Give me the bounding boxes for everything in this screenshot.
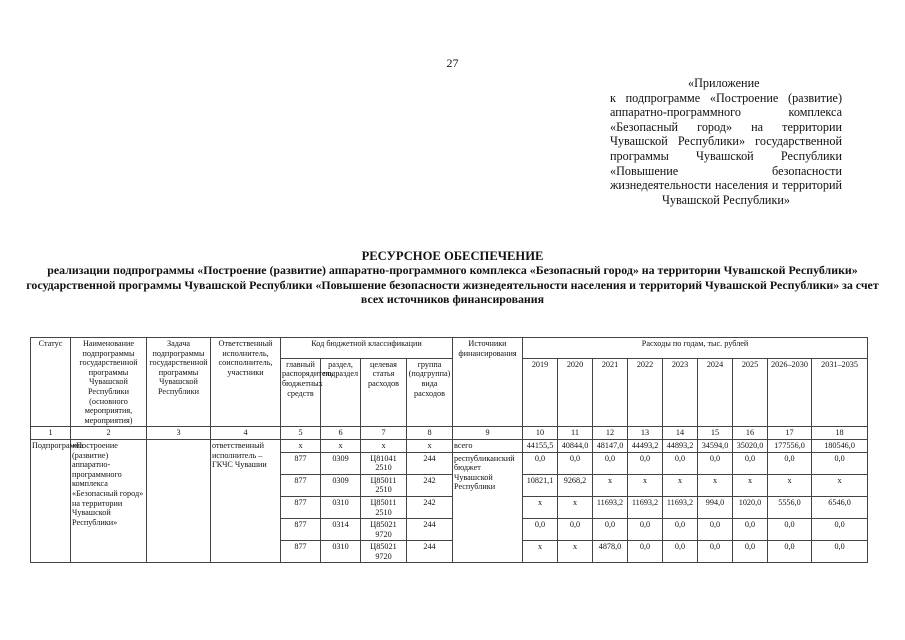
value-cell: х xyxy=(523,496,558,518)
group-cell: 244 xyxy=(407,519,453,541)
header-task: Задача подпрограммы государственной программы Чувашской Республики xyxy=(147,338,211,427)
col-number: 9 xyxy=(453,427,523,440)
header-name: Наименование подпрограммы государственной программы Чувашской Республики (основного мероприятия, мероприятия) xyxy=(71,338,147,427)
col-number: 16 xyxy=(733,427,768,440)
value-cell: 180546,0 xyxy=(812,439,868,452)
col-number: 2 xyxy=(71,427,147,440)
col-number: 3 xyxy=(147,427,211,440)
value-cell: х xyxy=(523,541,558,563)
value-cell: 48147,0 xyxy=(593,439,628,452)
value-cell: 0,0 xyxy=(663,519,698,541)
section-cell: х xyxy=(321,439,361,452)
header-budget-code: Код бюджетной классификации xyxy=(281,338,453,359)
value-cell: 10821,1 xyxy=(523,474,558,496)
value-cell: 177556,0 xyxy=(768,439,812,452)
value-cell: 0,0 xyxy=(698,541,733,563)
value-cell: 0,0 xyxy=(523,452,558,474)
header-year: 2019 xyxy=(523,358,558,427)
header-year: 2022 xyxy=(628,358,663,427)
gr-cell: 877 xyxy=(281,474,321,496)
target-cell: Ц85021 9720 xyxy=(361,541,407,563)
value-cell: х xyxy=(733,474,768,496)
group-cell: 244 xyxy=(407,452,453,474)
col-number: 7 xyxy=(361,427,407,440)
group-cell: 242 xyxy=(407,474,453,496)
value-cell: 0,0 xyxy=(768,541,812,563)
col-number: 1 xyxy=(31,427,71,440)
col-number: 5 xyxy=(281,427,321,440)
col-number: 14 xyxy=(663,427,698,440)
name-cell: «Построение (развитие) аппаратно-программного комплекса «Безопасный город» на территории Чувашской Республики» xyxy=(71,439,147,563)
section-cell: 0309 xyxy=(321,452,361,474)
header-year: 2021 xyxy=(593,358,628,427)
col-number: 11 xyxy=(558,427,593,440)
value-cell: 0,0 xyxy=(628,519,663,541)
value-cell: 0,0 xyxy=(558,452,593,474)
target-cell: Ц85011 2510 xyxy=(361,496,407,518)
header-status: Статус xyxy=(31,338,71,427)
section-cell: 0310 xyxy=(321,496,361,518)
source-cell: всего xyxy=(453,439,523,452)
appendix-body: к подпрограмме «Построение (развитие) аппаратно-программного комплекса «Безопасный город» на территории Чувашской Республики» государственной программы Чувашской Республики «Повышение безопасности жизнедеятельности населения и территорий Чувашской Республики» xyxy=(610,90,842,207)
table-row xyxy=(31,439,868,452)
value-cell: 0,0 xyxy=(812,452,868,474)
value-cell: 11693,2 xyxy=(628,496,663,518)
target-cell: х xyxy=(361,439,407,452)
header-year: 2025 xyxy=(733,358,768,427)
value-cell: 0,0 xyxy=(768,519,812,541)
value-cell: 11693,2 xyxy=(593,496,628,518)
value-cell: 0,0 xyxy=(733,519,768,541)
value-cell: 44155,5 xyxy=(523,439,558,452)
value-cell: 5556,0 xyxy=(768,496,812,518)
col-number: 15 xyxy=(698,427,733,440)
value-cell: х xyxy=(558,541,593,563)
value-cell: 0,0 xyxy=(812,519,868,541)
table-body xyxy=(31,439,868,563)
value-cell: х xyxy=(558,496,593,518)
col-number: 8 xyxy=(407,427,453,440)
value-cell: х xyxy=(593,474,628,496)
value-cell: 34594,0 xyxy=(698,439,733,452)
value-cell: 0,0 xyxy=(628,541,663,563)
value-cell: 0,0 xyxy=(593,452,628,474)
appendix-note xyxy=(610,76,842,207)
gr-cell: 877 xyxy=(281,519,321,541)
gr-cell: 877 xyxy=(281,541,321,563)
value-cell: 0,0 xyxy=(698,519,733,541)
col-number: 6 xyxy=(321,427,361,440)
value-cell: 0,0 xyxy=(733,452,768,474)
value-cell: 0,0 xyxy=(593,519,628,541)
col-number: 12 xyxy=(593,427,628,440)
header-year: 2020 xyxy=(558,358,593,427)
section-cell: 0310 xyxy=(321,541,361,563)
target-cell: Ц85011 2510 xyxy=(361,474,407,496)
value-cell: 6546,0 xyxy=(812,496,868,518)
value-cell: 40844,0 xyxy=(558,439,593,452)
value-cell: 11693,2 xyxy=(663,496,698,518)
value-cell: 0,0 xyxy=(812,541,868,563)
header-gr: главный распорядитель бюджетных средств xyxy=(281,358,321,427)
value-cell: 44493,2 xyxy=(628,439,663,452)
status-cell: Подпрограмма xyxy=(31,439,71,563)
value-cell: 0,0 xyxy=(558,519,593,541)
value-cell: х xyxy=(812,474,868,496)
value-cell: 35020,0 xyxy=(733,439,768,452)
target-cell: Ц85021 9720 xyxy=(361,519,407,541)
page-number: 27 xyxy=(446,56,459,70)
value-cell: 0,0 xyxy=(663,452,698,474)
value-cell: 1020,0 xyxy=(733,496,768,518)
group-cell: 242 xyxy=(407,496,453,518)
value-cell: 0,0 xyxy=(523,519,558,541)
value-cell: 0,0 xyxy=(698,452,733,474)
value-cell: 44893,2 xyxy=(663,439,698,452)
gr-cell: х xyxy=(281,439,321,452)
task-cell xyxy=(147,439,211,563)
header-responsible: Ответственный исполнитель, соисполнитель, участники xyxy=(211,338,281,427)
responsible-cell: ответственный исполнитель – ГКЧС Чувашии xyxy=(211,439,281,563)
header-year: 2024 xyxy=(698,358,733,427)
value-cell: 0,0 xyxy=(628,452,663,474)
value-cell: х xyxy=(663,474,698,496)
column-number-row xyxy=(31,427,868,440)
header-group: группа (подгруппа) вида расходов xyxy=(407,358,453,427)
col-number: 13 xyxy=(628,427,663,440)
gr-cell: 877 xyxy=(281,496,321,518)
header-year: 2026–2030 xyxy=(768,358,812,427)
value-cell: х xyxy=(768,474,812,496)
header-sources: Источники финансирования xyxy=(453,338,523,427)
document-subtitle: реализации подпрограммы «Построение (развитие) аппаратно-программного комплекса «Безопасный город» на территории Чувашской Республики» государственной программы Чувашской Республики «Повышение безопасности жизнедеятельности населения и территорий Чувашской Республики» за счет всех источников финансирования xyxy=(26,263,879,307)
value-cell: х xyxy=(628,474,663,496)
value-cell: 4878,0 xyxy=(593,541,628,563)
value-cell: 9268,2 xyxy=(558,474,593,496)
header-section: раздел, подраздел xyxy=(321,358,361,427)
header-year: 2023 xyxy=(663,358,698,427)
appendix-first-line: «Приложение xyxy=(688,76,760,90)
header-target: целевая статья расходов xyxy=(361,358,407,427)
col-number: 4 xyxy=(211,427,281,440)
gr-cell: 877 xyxy=(281,452,321,474)
header-expenses: Расходы по годам, тыс. рублей xyxy=(523,338,868,359)
value-cell: х xyxy=(698,474,733,496)
document-title: РЕСУРСНОЕ ОБЕСПЕЧЕНИЕ xyxy=(361,249,544,263)
value-cell: 0,0 xyxy=(768,452,812,474)
section-cell: 0309 xyxy=(321,474,361,496)
value-cell: 0,0 xyxy=(733,541,768,563)
group-cell: х xyxy=(407,439,453,452)
col-number: 18 xyxy=(812,427,868,440)
source-cell: республиканский бюджет Чувашской Республики xyxy=(453,452,523,563)
col-number: 17 xyxy=(768,427,812,440)
group-cell: 244 xyxy=(407,541,453,563)
target-cell: Ц81041 2510 xyxy=(361,452,407,474)
header-year: 2031–2035 xyxy=(812,358,868,427)
header-row-1 xyxy=(31,338,868,359)
section-cell: 0314 xyxy=(321,519,361,541)
resource-table xyxy=(30,337,868,563)
value-cell: 0,0 xyxy=(663,541,698,563)
col-number: 10 xyxy=(523,427,558,440)
value-cell: 994,0 xyxy=(698,496,733,518)
